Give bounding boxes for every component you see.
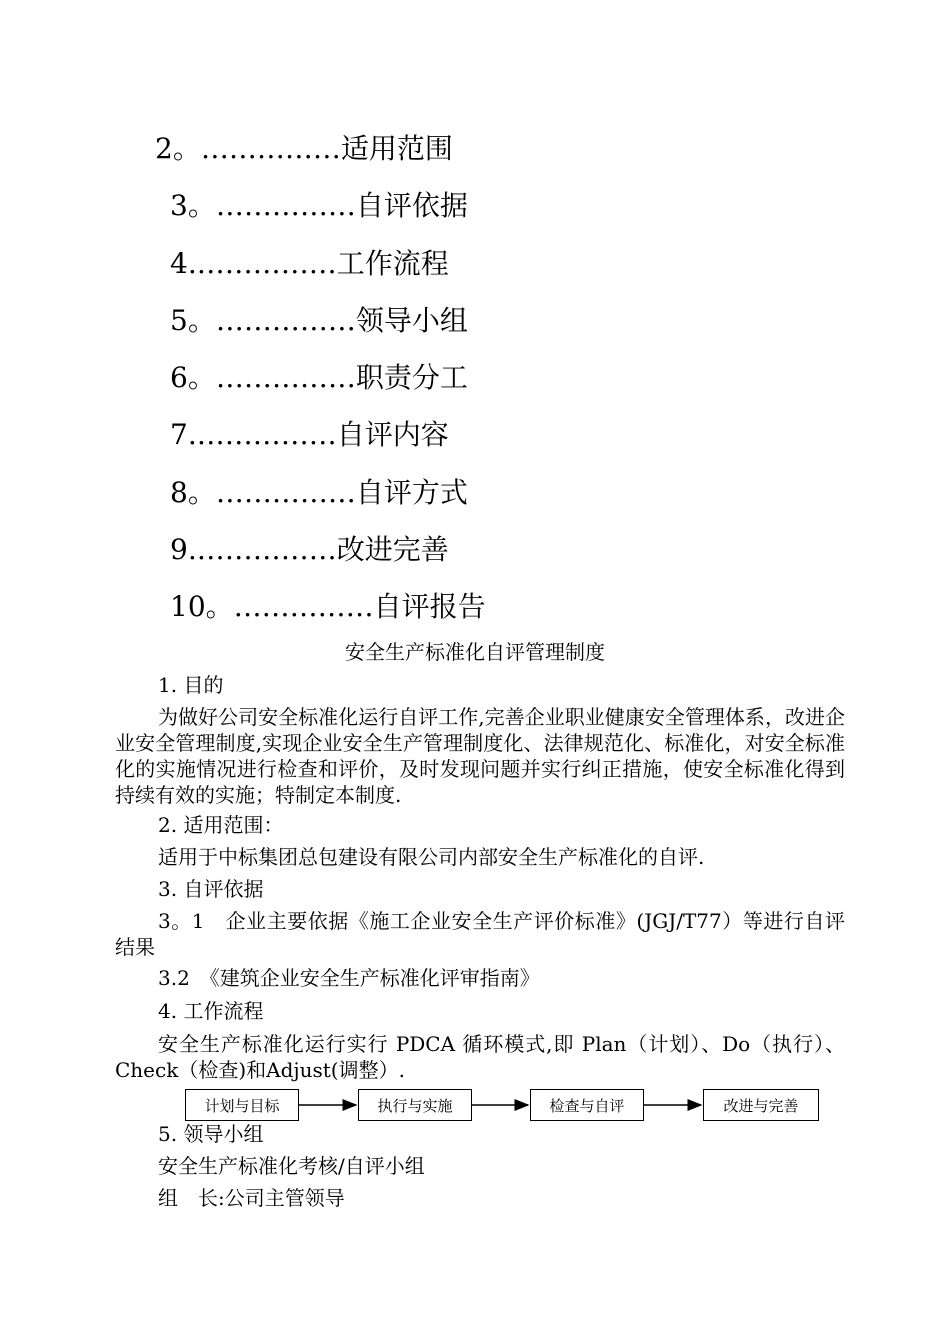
section-5-line-1: 安全生产标准化考核/自评小组 [158,1154,425,1178]
document-title: 安全生产标准化自评管理制度 [345,640,605,664]
toc-entry-9: 9.……………改进完善 [170,533,449,566]
section-4-body: 安全生产标准化运行实行 PDCA 循环模式,即 Plan（计划）、Do（执行）、Check（检查)和Adjust(调整）. [115,1032,845,1082]
flow-step-check: 检查与自评 [530,1089,644,1121]
section-4-heading: 4. 工作流程 [158,999,264,1023]
toc-entry-3: 3。……………自评依据 [170,189,468,222]
toc-entry-2: 2。……………适用范围 [155,132,453,165]
section-3-heading: 3. 自评依据 [158,877,264,901]
section-3-item-1: 3。1 企业主要依据《施工企业安全生产评价标准》(JGJ/T77）等进行自评结果 [115,909,845,959]
section-3-item-2: 3.2 《建筑企业安全生产标准化评审指南》 [158,966,540,990]
section-1-heading: 1. 目的 [158,673,224,697]
toc-entry-7: 7.……………自评内容 [170,418,449,451]
toc-entry-6: 6。……………职责分工 [170,361,468,394]
section-2-heading: 2. 适用范围： [158,813,284,837]
toc-entry-4: 4.……………工作流程 [170,247,449,280]
flow-step-adjust: 改进与完善 [703,1089,819,1121]
toc-entry-10: 10。……………自评报告 [170,590,486,623]
section-1-body: 为做好公司安全标准化运行自评工作,完善企业职业健康安全管理体系，改进企业安全管理制度,实现企业安全生产管理制度化、法律规范化、标准化，对安全标准化的实施情况进行检查和评价，及时发现问题并实行纠正措施，使安全标准化得到持续有效的实施；特制定本制度. [115,705,845,807]
section-5-heading: 5. 领导小组 [158,1122,264,1146]
section-2-body: 适用于中标集团总包建设有限公司内部安全生产标准化的自评. [158,845,705,869]
flow-step-do: 执行与实施 [358,1089,472,1121]
toc-entry-8: 8。……………自评方式 [170,476,468,509]
toc-entry-5: 5。……………领导小组 [170,304,468,337]
flow-step-plan: 计划与目标 [185,1089,299,1121]
section-5-line-2: 组 长:公司主管领导 [158,1186,345,1210]
